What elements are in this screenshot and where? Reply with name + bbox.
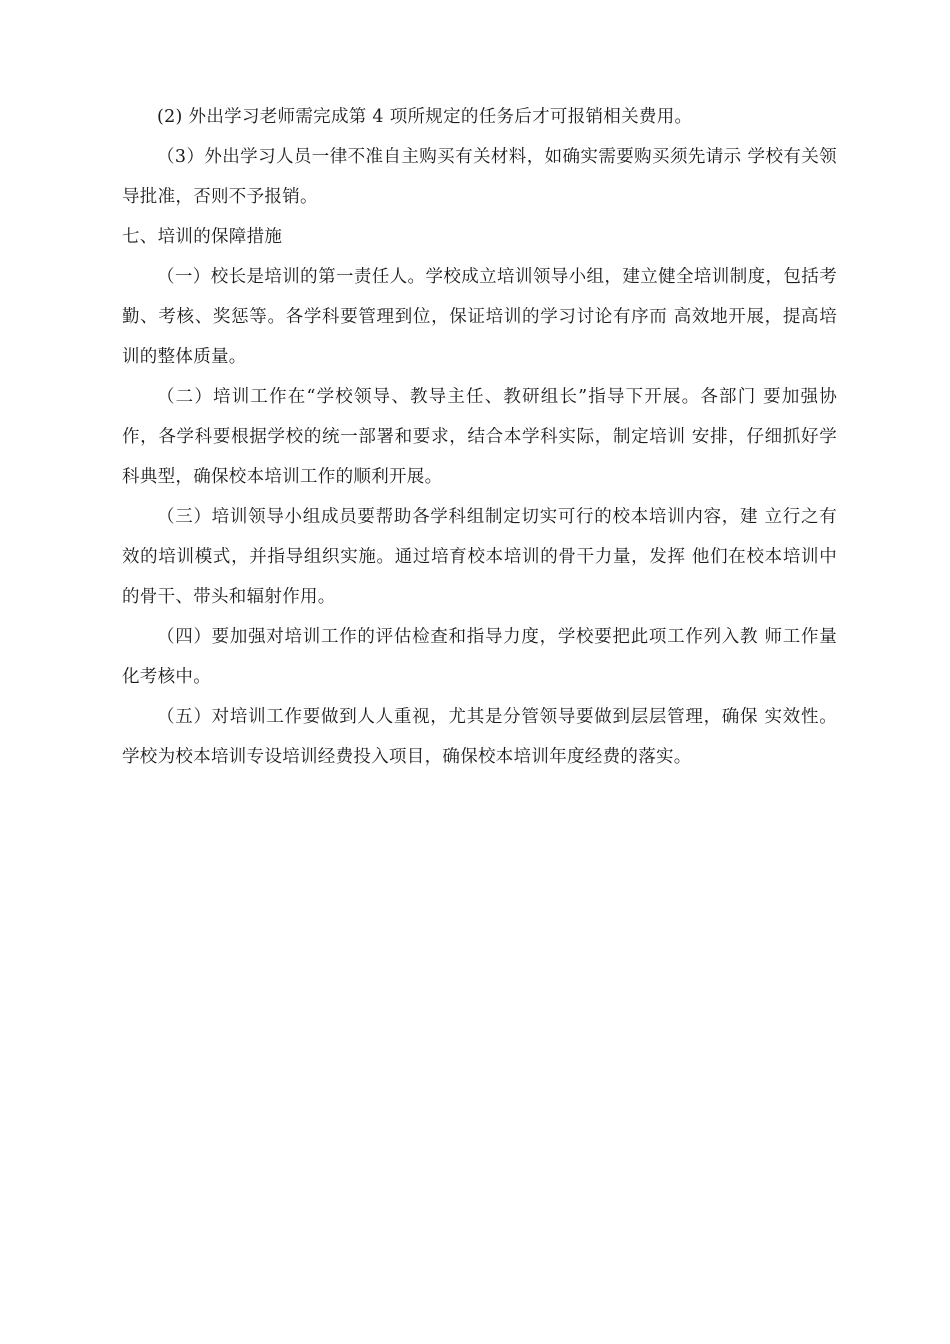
clause-2-reimbursement-condition: (2) 外出学习老师需完成第 4 项所规定的任务后才可报销相关费用。 [157, 107, 693, 127]
measure-1-principal: （一）校长是培训的第一责任人。学校成立培训领导小组，建立健全培训制度，包括考勤、考核、奖惩等。各学科要管理到位，保证培训的学习讨论有序而 高效地开展，提高培训的整体质量。 [122, 267, 837, 367]
measure-4-evaluation: （四）要加强对培训工作的评估检查和指导力度，学校要把此项工作列入教 师工作量化考核中。 [122, 627, 837, 687]
measure-5-funding: （五）对培训工作要做到人人重视，尤其是分管领导要做到层层管理，确保 实效性。学校为校本培训专设培训经费投入项目，确保校本培训年度经费的落实。 [122, 707, 837, 767]
document-body [122, 97, 837, 777]
section-7-heading: 七、培训的保障措施 [122, 227, 283, 247]
measure-3-training-model: （三）培训领导小组成员要帮助各学科组制定切实可行的校本培训内容，建 立行之有效的培训模式，并指导组织实施。通过培育校本培训的骨干力量，发挥 他们在校本培训中的骨干、带头和辐射作用。 [122, 507, 837, 607]
measure-2-coordination: （二）培训工作在“学校领导、教导主任、教研组长”指导下开展。各部门 要加强协作，各学科要根据学校的统一部署和要求，结合本学科实际，制定培训 安排，仔细抓好学科典型，确保校本培训工作的顺利开展。 [122, 387, 837, 487]
clause-3-purchase-approval: （3）外出学习人员一律不准自主购买有关材料，如确实需要购买须先请示 学校有关领导批准，否则不予报销。 [122, 147, 837, 207]
